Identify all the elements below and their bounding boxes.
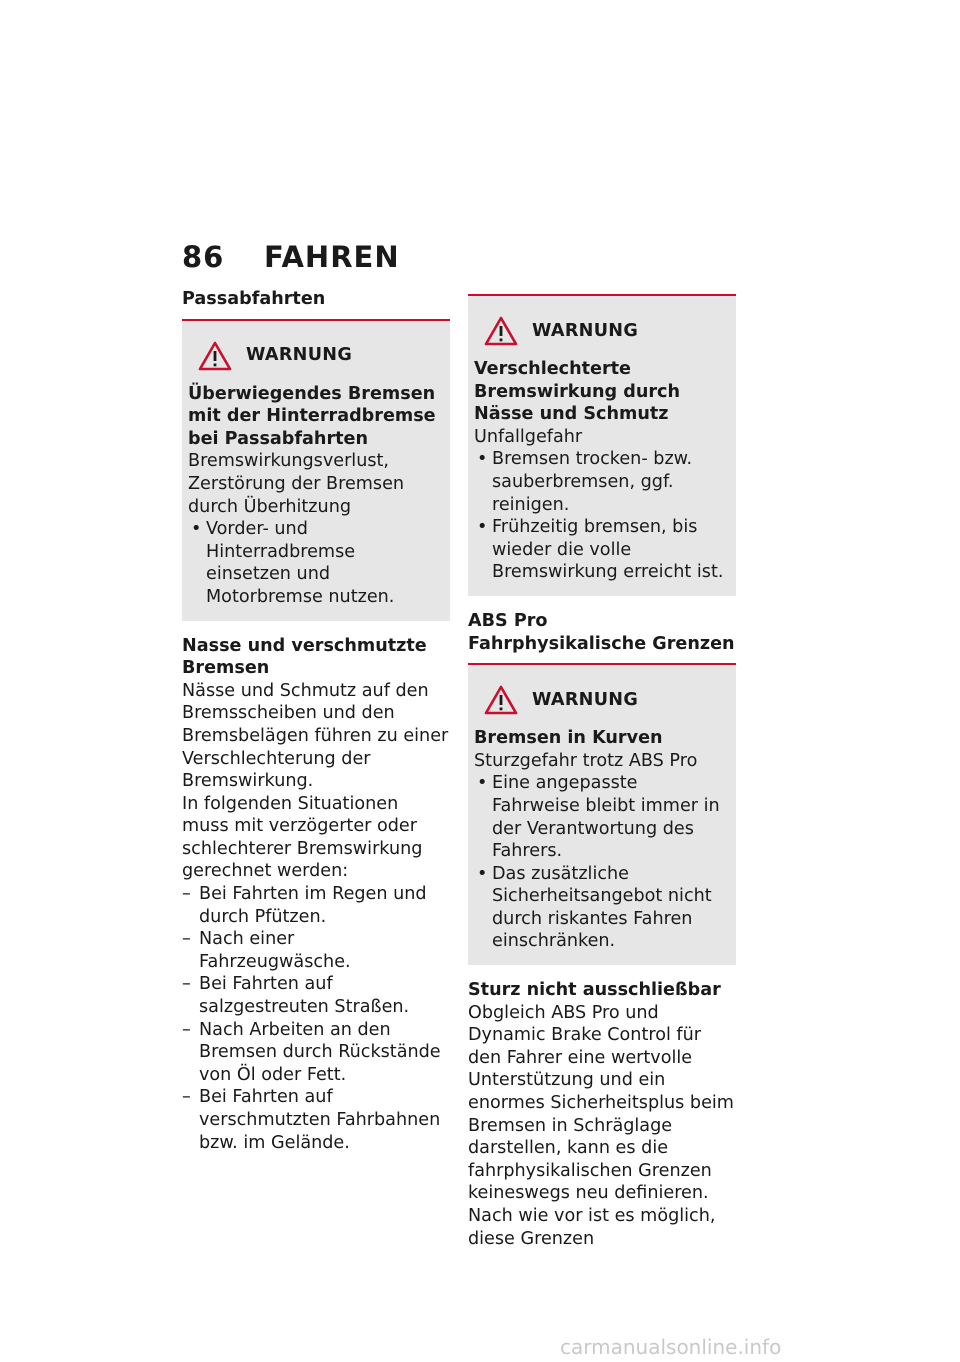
section-title-passabfahrten: Passabfahrten	[182, 289, 326, 309]
chapter-title: FAHREN	[264, 240, 400, 274]
warning-label: WARNUNG	[532, 320, 639, 341]
paragraph: Nässe und Schmutz auf den Bremsscheiben und den Bremsbelägen führen zu einer Verschlechterung der Bremswirkung.	[182, 680, 449, 792]
warning-consequence: Unfallgefahr	[474, 426, 583, 447]
warning-header	[198, 341, 444, 371]
warning-bullets	[474, 448, 730, 584]
page-number: 86	[182, 240, 225, 274]
warning-triangle-icon	[484, 685, 518, 715]
paragraph: Obgleich ABS Pro und Dynamic Brake Control für den Fahrer eine wertvolle Unterstützung und ein enormes Sicherheitsplus beim Bremsen in Schräglage darstellen, kann es die fahrphysikalischen Grenzen keineswegs neu definieren. Nach wie vor ist es möglich, diese Grenzen	[468, 1002, 734, 1249]
warning-subject: Verschlechterte Bremswirkung durch Nässe und Schmutz	[474, 359, 681, 425]
section-title-grenzen: Fahrphysikalische Grenzen	[468, 633, 735, 654]
section-title-abs-pro: ABS Pro	[468, 610, 548, 631]
list-item: – Bei Fahrten im Regen und durch Pfützen.	[182, 883, 450, 928]
warning-box-3	[468, 663, 736, 965]
list-item: – Nach einer Fahrzeugwäsche.	[182, 928, 450, 973]
warning-consequence: Sturzgefahr trotz ABS Pro	[474, 750, 698, 771]
paragraph: In folgenden Situationen muss mit verzögerter oder schlechterer Bremswirkung gerechnet werden:	[182, 793, 423, 882]
left-column	[182, 288, 450, 1154]
section-title-sturz: Sturz nicht ausschließbar	[468, 980, 721, 1001]
list-item: – Bei Fahrten auf verschmutzten Fahrbahnen bzw. im Gelände.	[182, 1086, 450, 1154]
list-item: • Frühzeitig bremsen, bis wieder die volle Bremswirkung erreicht ist.	[474, 516, 730, 584]
warning-bullets	[188, 518, 444, 608]
warning-box-2	[468, 294, 736, 596]
section-title-nasse-bremsen: Nasse und verschmutzte Bremsen	[182, 635, 427, 679]
warning-subject: Überwiegendes Bremsen mit der Hinterradbremse bei Passabfahrten	[188, 383, 436, 449]
warning-box-1	[182, 319, 450, 621]
list-item: – Bei Fahrten auf salzgestreuten Straßen.	[182, 973, 450, 1018]
dash-list	[182, 883, 450, 1154]
list-item: • Bremsen trocken- bzw. sauberbremsen, ggf. reinigen.	[474, 448, 730, 516]
warning-bullets	[474, 772, 730, 953]
warning-header	[484, 316, 730, 346]
warning-label: WARNUNG	[246, 345, 353, 366]
page-header	[182, 240, 400, 274]
warning-triangle-icon	[198, 341, 232, 371]
warning-label: WARNUNG	[532, 689, 639, 710]
list-item: • Vorder- und Hinterradbremse einsetzen und Motorbremse nutzen.	[188, 518, 444, 608]
list-item: – Nach Arbeiten an den Bremsen durch Rückstände von Öl oder Fett.	[182, 1019, 450, 1087]
right-column	[468, 286, 736, 1250]
footer-watermark: carmanualsonline.info	[560, 1335, 782, 1359]
warning-header	[484, 685, 730, 715]
warning-consequence: Bremswirkungsverlust, Zerstörung der Bremsen durch Überhitzung	[188, 451, 405, 517]
list-item: • Eine angepasste Fahrweise bleibt immer in der Verantwortung des Fahrers.	[474, 772, 730, 862]
warning-subject: Bremsen in Kurven	[474, 728, 663, 749]
warning-triangle-icon	[484, 316, 518, 346]
list-item: • Das zusätzliche Sicherheitsangebot nicht durch riskantes Fahren einschränken.	[474, 863, 730, 953]
